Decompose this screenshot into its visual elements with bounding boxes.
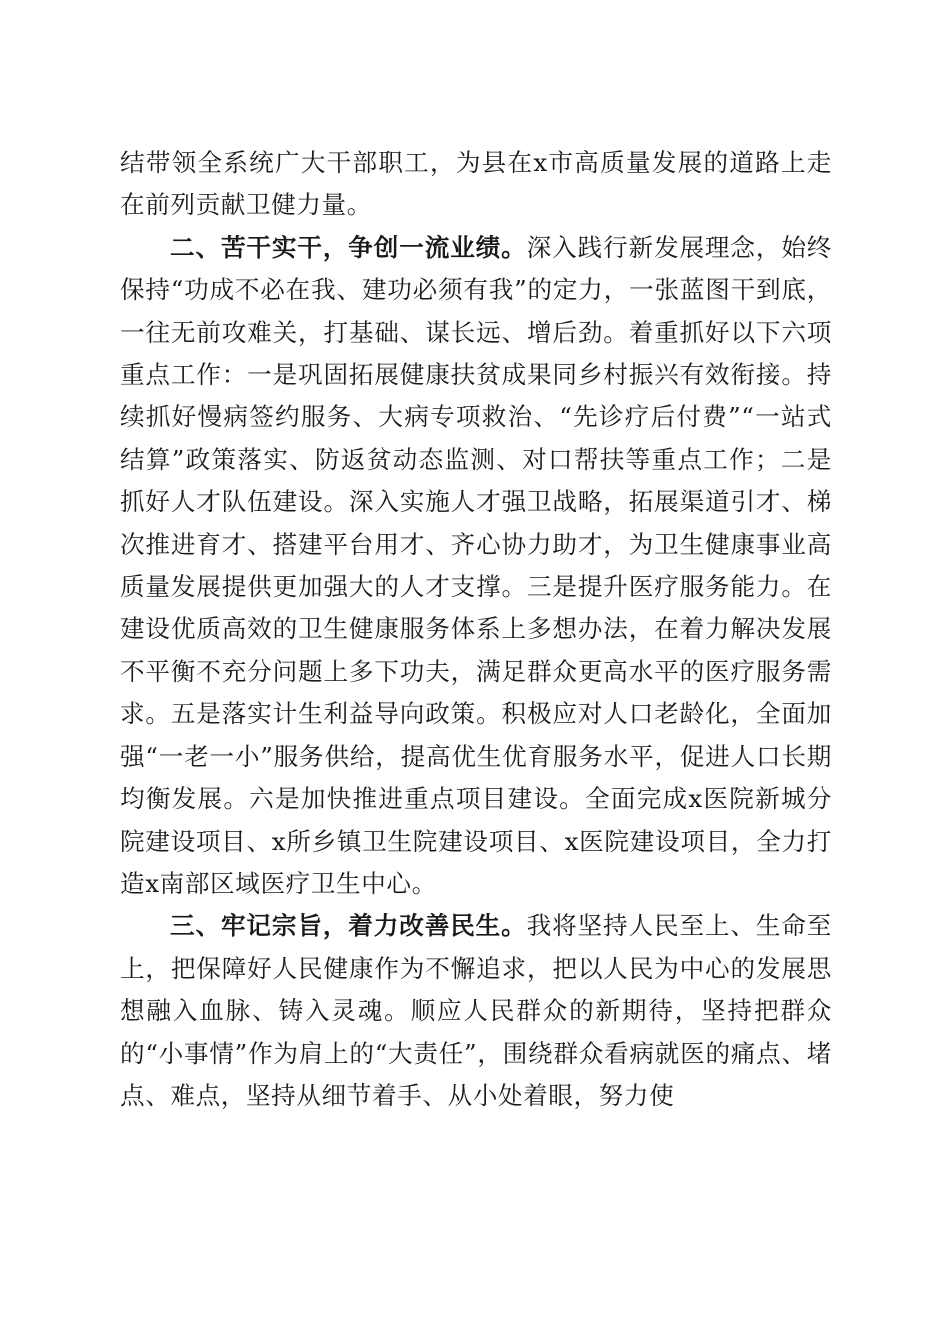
paragraph-section-three — [120, 905, 832, 1117]
paragraph-body: 深入践行新发展理念，始终保持“功成不必在我、建功必须有我”的定力，一张蓝图干到底，一往无前攻难关，打基础、谋长远、增后劲。着重抓好以下六项重点工作：一是巩固拓展健康扶贫成果同乡村振兴有效衔接。持续抓好慢病签约服务、大病专项救治、“先诊疗后付费”“一站式结算”政策落实、防返贫动态监测、对口帮扶等重点工作；二是抓好人才队伍建设。深入实施人才强卫战略，拓展渠道引才、梯次推进育才、搭建平台用才、齐心协力助才，为卫生健康事业高质量发展提供更加强大的人才支撑。三是提升医疗服务能力。在建设优质高效的卫生健康服务体系上多想办法，在着力解决发展不平衡不充分问题上多下功夫，满足群众更高水平的医疗服务需求。五是落实计生利益导向政策。积极应对人口老龄化，全面加强“一老一小”服务供给，提高优生优育服务水平，促进人口长期均衡发展。六是加快推进重点项目建设。全面完成x医院新城分院建设项目、x所乡镇卫生院建设项目、x医院建设项目，全力打造x南部区域医疗卫生中心。 — [120, 232, 832, 898]
paragraph-body: 结带领全系统广大干部职工，为县在x市高质量发展的道路上走在前列贡献卫健力量。 — [120, 148, 832, 220]
section-heading: 二、苦干实干，争创一流业绩。 — [170, 232, 527, 262]
section-heading: 三、牢记宗旨，着力改善民生。 — [170, 911, 527, 941]
paragraph-body: 我将坚持人民至上、生命至上，把保障好人民健康作为不懈追求，把以人民为中心的发展思想融入血脉、铸入灵魂。顺应人民群众的新期待，坚持把群众的“小事情”作为肩上的“大责任”，围绕群众看病就医的痛点、堵点、难点，坚持从细节着手、从小处着眼，努力使 — [120, 911, 832, 1110]
document-page — [120, 142, 832, 1117]
paragraph-section-two — [120, 227, 832, 906]
paragraph-continuation — [120, 142, 832, 227]
